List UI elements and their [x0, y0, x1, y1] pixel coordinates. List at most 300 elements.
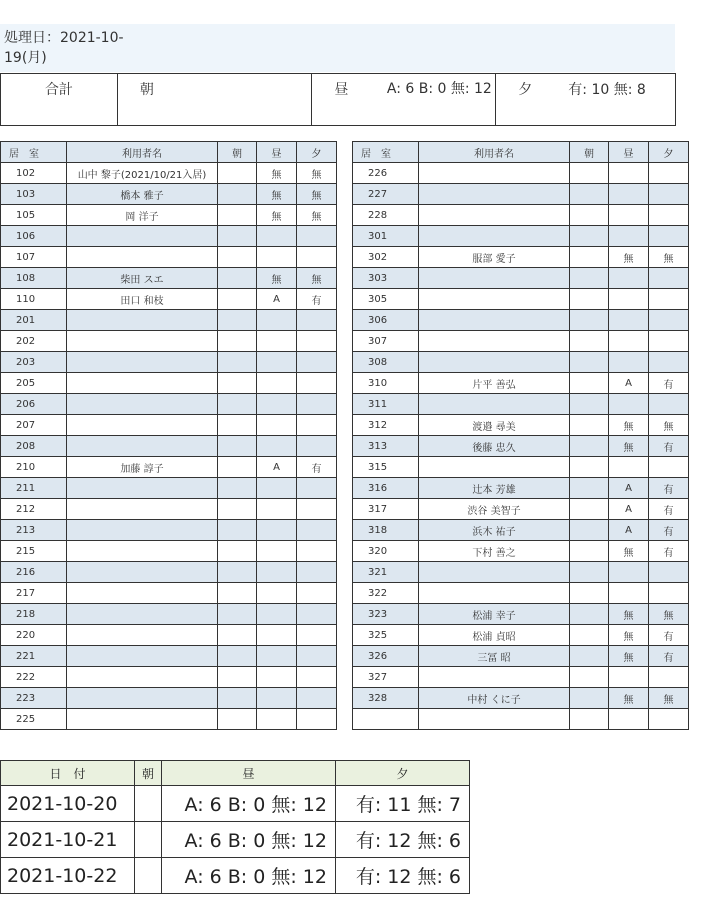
header-evening: 夕 — [649, 142, 689, 163]
lunch-cell: 無 — [257, 184, 297, 205]
table-row — [353, 520, 689, 541]
resident-name — [419, 163, 570, 184]
lunch-cell — [609, 667, 649, 688]
table-row — [353, 205, 689, 226]
morning-cell — [218, 541, 257, 562]
days-header-evening: 夕 — [336, 761, 470, 786]
lunch-cell: 無 — [609, 436, 649, 457]
table-row — [353, 184, 689, 205]
lunch-cell: 無 — [609, 625, 649, 646]
resident-name — [419, 667, 570, 688]
room-number: 318 — [353, 520, 419, 541]
table-row — [353, 289, 689, 310]
lunch-cell — [257, 373, 297, 394]
resident-name — [67, 520, 218, 541]
evening-cell: 無 — [297, 163, 337, 184]
resident-name — [419, 289, 570, 310]
morning-cell — [570, 562, 609, 583]
table-row — [353, 688, 689, 709]
day-date: 2021-10-22 — [1, 858, 135, 894]
resident-name — [67, 562, 218, 583]
table-row — [1, 205, 337, 226]
table-row — [1, 822, 470, 858]
evening-cell: 無 — [649, 604, 689, 625]
lunch-cell: 無 — [257, 163, 297, 184]
table-row — [1, 858, 470, 894]
room-number: 216 — [1, 562, 67, 583]
table-row — [1, 457, 337, 478]
resident-name — [67, 646, 218, 667]
morning-cell — [570, 457, 609, 478]
morning-cell — [570, 478, 609, 499]
resident-name — [67, 394, 218, 415]
morning-cell — [570, 163, 609, 184]
resident-name: 松浦 貞昭 — [419, 625, 570, 646]
room-number: 303 — [353, 268, 419, 289]
resident-name — [67, 478, 218, 499]
lunch-cell — [257, 478, 297, 499]
room-number: 312 — [353, 415, 419, 436]
room-number: 207 — [1, 415, 67, 436]
room-number: 317 — [353, 499, 419, 520]
morning-cell — [218, 415, 257, 436]
header-lunch: 昼 — [609, 142, 649, 163]
evening-cell — [297, 625, 337, 646]
morning-cell — [218, 520, 257, 541]
lunch-cell — [609, 562, 649, 583]
room-number: 311 — [353, 394, 419, 415]
evening-cell — [649, 457, 689, 478]
room-number: 213 — [1, 520, 67, 541]
lunch-cell: 無 — [609, 688, 649, 709]
room-number: 106 — [1, 226, 67, 247]
morning-cell — [570, 415, 609, 436]
room-number: 220 — [1, 625, 67, 646]
resident-name — [419, 583, 570, 604]
evening-cell — [649, 226, 689, 247]
room-number: 211 — [1, 478, 67, 499]
evening-cell — [649, 709, 689, 730]
room-number: 217 — [1, 583, 67, 604]
processing-date: 処理日：2021-10-19(月) — [0, 24, 675, 72]
table-row — [353, 247, 689, 268]
resident-name — [67, 373, 218, 394]
room-number: 221 — [1, 646, 67, 667]
room-number: 225 — [1, 709, 67, 730]
day-lunch: A: 6 B: 0 無: 12 — [162, 786, 336, 822]
lunch-cell — [257, 688, 297, 709]
table-row — [353, 352, 689, 373]
summary-evening-value: 有: 10 無: 8 — [568, 82, 646, 98]
lunch-cell — [257, 646, 297, 667]
evening-cell: 有 — [649, 520, 689, 541]
summary-lunch-value: A: 6 B: 0 無: 12 — [386, 81, 492, 97]
room-number: 206 — [1, 394, 67, 415]
lunch-cell: 無 — [609, 415, 649, 436]
morning-cell — [218, 625, 257, 646]
morning-cell — [570, 583, 609, 604]
morning-cell — [570, 289, 609, 310]
room-number: 313 — [353, 436, 419, 457]
room-number: 218 — [1, 604, 67, 625]
table-row — [1, 373, 337, 394]
day-morning — [135, 822, 162, 858]
morning-cell — [218, 478, 257, 499]
room-number: 103 — [1, 184, 67, 205]
evening-cell: 有 — [297, 289, 337, 310]
evening-cell — [649, 667, 689, 688]
table-row — [353, 415, 689, 436]
room-number: 222 — [1, 667, 67, 688]
morning-cell — [218, 646, 257, 667]
resident-name: 加藤 諄子 — [67, 457, 218, 478]
morning-cell — [570, 667, 609, 688]
resident-name: 松浦 幸子 — [419, 604, 570, 625]
resident-name: 三冨 昭 — [419, 646, 570, 667]
summary-lunch — [312, 74, 496, 126]
table-row — [1, 184, 337, 205]
lunch-cell — [257, 247, 297, 268]
resident-name — [67, 709, 218, 730]
lunch-cell: 無 — [257, 268, 297, 289]
room-number: 102 — [1, 163, 67, 184]
room-number: 227 — [353, 184, 419, 205]
room-number: 212 — [1, 499, 67, 520]
table-row — [1, 415, 337, 436]
table-row — [353, 646, 689, 667]
summary-table — [0, 73, 676, 126]
table-row — [1, 688, 337, 709]
evening-cell — [297, 667, 337, 688]
evening-cell — [649, 310, 689, 331]
room-number: 316 — [353, 478, 419, 499]
resident-name: 服部 愛子 — [419, 247, 570, 268]
table-row — [1, 499, 337, 520]
evening-cell: 有 — [649, 499, 689, 520]
morning-cell — [570, 604, 609, 625]
evening-cell — [649, 184, 689, 205]
resident-name — [67, 583, 218, 604]
morning-cell — [218, 184, 257, 205]
evening-cell: 無 — [649, 415, 689, 436]
room-table-left — [0, 141, 337, 730]
evening-cell: 有 — [649, 646, 689, 667]
resident-name: 田口 和枝 — [67, 289, 218, 310]
lunch-cell — [609, 163, 649, 184]
table-row — [1, 604, 337, 625]
morning-cell — [570, 205, 609, 226]
evening-cell — [297, 499, 337, 520]
lunch-cell — [257, 604, 297, 625]
room-number: 202 — [1, 331, 67, 352]
morning-cell — [570, 436, 609, 457]
resident-name: 後藤 忠久 — [419, 436, 570, 457]
morning-cell — [570, 226, 609, 247]
table-row — [353, 478, 689, 499]
room-number: 201 — [1, 310, 67, 331]
evening-cell: 無 — [297, 184, 337, 205]
evening-cell — [297, 394, 337, 415]
resident-name: 下村 善之 — [419, 541, 570, 562]
table-row — [353, 226, 689, 247]
lunch-cell — [609, 352, 649, 373]
room-number: 320 — [353, 541, 419, 562]
table-row — [1, 331, 337, 352]
summary-lunch-label: 昼 — [334, 82, 349, 98]
morning-cell — [570, 646, 609, 667]
evening-cell — [297, 583, 337, 604]
evening-cell — [649, 289, 689, 310]
morning-cell — [570, 499, 609, 520]
resident-name: 渋谷 美智子 — [419, 499, 570, 520]
evening-cell — [649, 268, 689, 289]
lunch-cell: 無 — [609, 541, 649, 562]
resident-name — [419, 310, 570, 331]
morning-cell — [570, 352, 609, 373]
morning-cell — [218, 352, 257, 373]
lunch-cell: A — [609, 373, 649, 394]
morning-cell — [218, 247, 257, 268]
room-number: 205 — [1, 373, 67, 394]
room-number: 305 — [353, 289, 419, 310]
evening-cell — [649, 331, 689, 352]
evening-cell — [297, 646, 337, 667]
evening-cell — [297, 373, 337, 394]
evening-cell: 無 — [649, 247, 689, 268]
evening-cell — [297, 331, 337, 352]
summary-morning-label: 朝 — [139, 82, 154, 98]
days-header-date: 日 付 — [1, 761, 135, 786]
header-room: 居 室 — [353, 142, 419, 163]
lunch-cell — [257, 562, 297, 583]
table-row — [353, 457, 689, 478]
evening-cell — [649, 163, 689, 184]
lunch-cell — [609, 310, 649, 331]
room-number: 310 — [353, 373, 419, 394]
resident-name: 浜木 祐子 — [419, 520, 570, 541]
table-row — [353, 268, 689, 289]
room-number: 223 — [1, 688, 67, 709]
lunch-cell — [609, 289, 649, 310]
lunch-cell — [257, 541, 297, 562]
table-row — [353, 436, 689, 457]
table-row — [353, 709, 689, 730]
table-row — [1, 436, 337, 457]
evening-cell — [297, 415, 337, 436]
summary-morning — [117, 74, 312, 126]
resident-name — [419, 184, 570, 205]
table-row — [353, 583, 689, 604]
room-number: 228 — [353, 205, 419, 226]
room-number: 327 — [353, 667, 419, 688]
evening-cell — [649, 394, 689, 415]
resident-name — [419, 331, 570, 352]
lunch-cell: A — [257, 457, 297, 478]
day-evening: 有: 11 無: 7 — [336, 786, 470, 822]
lunch-cell — [257, 352, 297, 373]
evening-cell: 無 — [297, 205, 337, 226]
room-number: 326 — [353, 646, 419, 667]
morning-cell — [218, 709, 257, 730]
lunch-cell: A — [609, 499, 649, 520]
evening-cell: 無 — [297, 268, 337, 289]
morning-cell — [218, 289, 257, 310]
room-number: 203 — [1, 352, 67, 373]
header-morning: 朝 — [218, 142, 257, 163]
day-date: 2021-10-21 — [1, 822, 135, 858]
room-number: 302 — [353, 247, 419, 268]
room-number: 108 — [1, 268, 67, 289]
morning-cell — [218, 688, 257, 709]
evening-cell — [297, 478, 337, 499]
header-name: 利用者名 — [419, 142, 570, 163]
room-number: 321 — [353, 562, 419, 583]
morning-cell — [570, 394, 609, 415]
table-row — [1, 394, 337, 415]
table-row — [353, 394, 689, 415]
evening-cell — [297, 352, 337, 373]
evening-cell — [297, 520, 337, 541]
evening-cell — [297, 709, 337, 730]
morning-cell — [218, 205, 257, 226]
room-number: 315 — [353, 457, 419, 478]
lunch-cell — [257, 583, 297, 604]
lunch-cell — [257, 415, 297, 436]
room-number: 226 — [353, 163, 419, 184]
morning-cell — [218, 436, 257, 457]
evening-cell — [297, 310, 337, 331]
morning-cell — [218, 163, 257, 184]
resident-name — [419, 268, 570, 289]
evening-cell: 有 — [649, 373, 689, 394]
lunch-cell — [257, 667, 297, 688]
resident-name — [67, 604, 218, 625]
room-number: 323 — [353, 604, 419, 625]
table-row — [1, 163, 337, 184]
morning-cell — [570, 688, 609, 709]
table-row — [1, 289, 337, 310]
room-number: 210 — [1, 457, 67, 478]
room-number: 328 — [353, 688, 419, 709]
lunch-cell — [257, 394, 297, 415]
morning-cell — [218, 373, 257, 394]
resident-name: 中村 くに子 — [419, 688, 570, 709]
resident-name — [419, 226, 570, 247]
morning-cell — [570, 373, 609, 394]
lunch-cell — [257, 625, 297, 646]
morning-cell — [218, 667, 257, 688]
room-number: 307 — [353, 331, 419, 352]
evening-cell — [649, 205, 689, 226]
lunch-cell — [257, 520, 297, 541]
table-row — [1, 562, 337, 583]
resident-name: 辻本 芳雄 — [419, 478, 570, 499]
morning-cell — [570, 310, 609, 331]
lunch-cell — [257, 709, 297, 730]
lunch-cell — [609, 457, 649, 478]
table-row — [1, 478, 337, 499]
morning-cell — [570, 247, 609, 268]
morning-cell — [218, 226, 257, 247]
days-header-lunch: 昼 — [162, 761, 336, 786]
morning-cell — [218, 499, 257, 520]
resident-name — [419, 394, 570, 415]
table-row — [1, 226, 337, 247]
table-row — [1, 541, 337, 562]
resident-name — [67, 352, 218, 373]
header-evening: 夕 — [297, 142, 337, 163]
room-number: 322 — [353, 583, 419, 604]
lunch-cell — [257, 310, 297, 331]
morning-cell — [218, 268, 257, 289]
resident-name — [67, 667, 218, 688]
morning-cell — [218, 310, 257, 331]
room-number: 105 — [1, 205, 67, 226]
table-row — [1, 583, 337, 604]
table-row — [1, 247, 337, 268]
lunch-cell — [257, 226, 297, 247]
morning-cell — [570, 541, 609, 562]
evening-cell — [649, 352, 689, 373]
evening-cell: 無 — [649, 688, 689, 709]
lunch-cell — [609, 394, 649, 415]
header-room: 居 室 — [1, 142, 67, 163]
day-lunch: A: 6 B: 0 無: 12 — [162, 858, 336, 894]
morning-cell — [570, 709, 609, 730]
resident-name — [67, 436, 218, 457]
evening-cell — [297, 688, 337, 709]
resident-name: 柴田 スエ — [67, 268, 218, 289]
room-number: 215 — [1, 541, 67, 562]
day-lunch: A: 6 B: 0 無: 12 — [162, 822, 336, 858]
summary-total-label: 合計 — [1, 74, 118, 126]
resident-name — [419, 457, 570, 478]
resident-name — [419, 205, 570, 226]
lunch-cell — [609, 331, 649, 352]
evening-cell: 有 — [649, 625, 689, 646]
resident-name — [67, 331, 218, 352]
lunch-cell — [609, 583, 649, 604]
evening-cell: 有 — [649, 436, 689, 457]
lunch-cell: A — [609, 520, 649, 541]
evening-cell: 有 — [649, 478, 689, 499]
resident-name — [419, 352, 570, 373]
room-number: 301 — [353, 226, 419, 247]
table-row — [353, 604, 689, 625]
morning-cell — [218, 457, 257, 478]
room-number — [353, 709, 419, 730]
day-morning — [135, 858, 162, 894]
table-row — [353, 163, 689, 184]
table-row — [353, 562, 689, 583]
table-row — [353, 373, 689, 394]
lunch-cell: 無 — [609, 646, 649, 667]
evening-cell — [297, 541, 337, 562]
resident-name: 片平 善弘 — [419, 373, 570, 394]
table-row — [353, 499, 689, 520]
lunch-cell: 無 — [609, 604, 649, 625]
summary-evening — [496, 74, 676, 126]
table-row — [1, 625, 337, 646]
table-row — [1, 667, 337, 688]
header-morning: 朝 — [570, 142, 609, 163]
table-row — [353, 667, 689, 688]
morning-cell — [218, 331, 257, 352]
evening-cell — [649, 583, 689, 604]
table-row — [1, 352, 337, 373]
resident-name — [67, 625, 218, 646]
table-row — [353, 625, 689, 646]
